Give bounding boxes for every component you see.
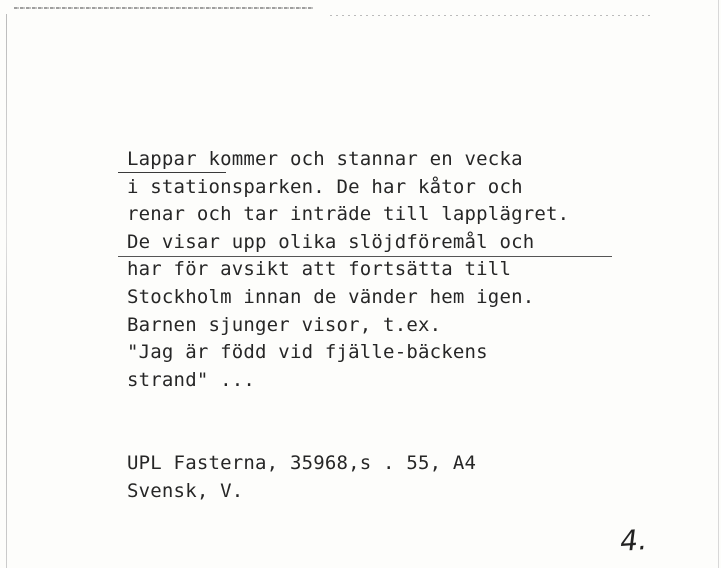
underline-lappar (118, 172, 226, 173)
card-top-edge (14, 7, 314, 9)
text-line: Stockholm innan de vänder hem igen. (127, 285, 535, 308)
text-line: renar och tar inträde till lapplägret. (127, 203, 570, 226)
text-line: Barnen sjunger visor, t.ex. (127, 313, 442, 336)
card-top-edge-faint (330, 15, 650, 16)
reference-line: UPL Fasterna, 35968,s . 55, A4 (127, 452, 477, 474)
reference-line: Svensk, V. (127, 479, 244, 502)
text-line: har för avsikt att fortsätta till (127, 258, 512, 281)
text-line: De visar upp olika slöjdföremål och (127, 230, 535, 253)
text-line: "Jag är född vid fjälle-bäckens (127, 341, 488, 364)
card-left-edge (6, 14, 7, 568)
card-body-text (127, 146, 569, 394)
handwritten-number: 4. (618, 523, 648, 558)
card-reference (127, 450, 476, 505)
text-line: strand" ... (127, 368, 256, 391)
card-right-edge (718, 0, 719, 568)
text-line: i stationsparken. De har kåtor och (127, 175, 523, 198)
underline-line-four (118, 256, 612, 257)
text-line: Lappar kommer och stannar en vecka (127, 148, 523, 170)
